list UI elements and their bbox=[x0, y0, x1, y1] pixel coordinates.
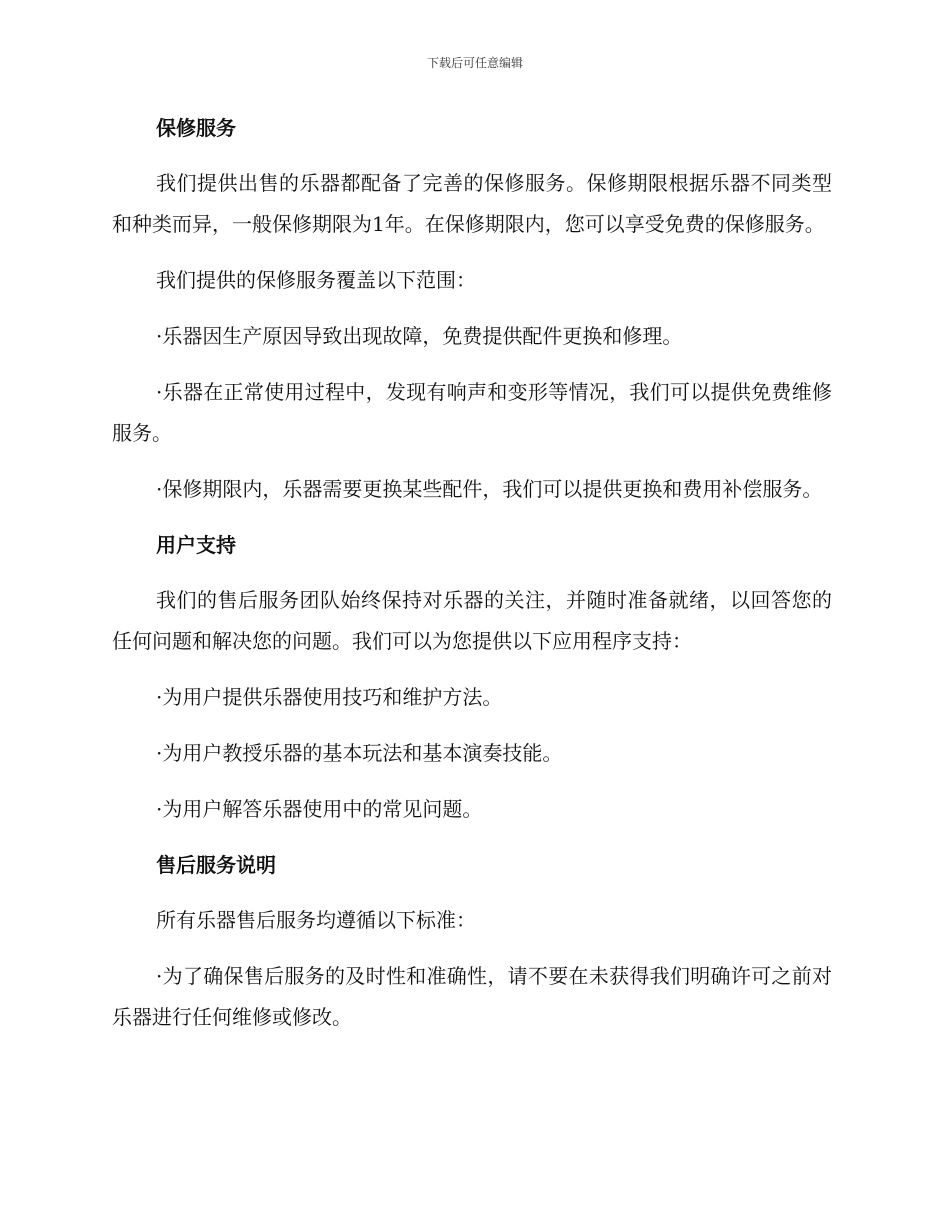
warranty-bullet-3: ·保修期限内，乐器需要更换某些配件，我们可以提供更换和费用补偿服务。 bbox=[156, 477, 823, 501]
section-title-warranty: 保修服务 bbox=[156, 116, 236, 140]
notes-bullet-1: ·为了确保售后服务的及时性和准确性，请不要在未获得我们明确许可之前对乐器进行任何维修或修改。 bbox=[112, 964, 832, 1029]
page-header: 下载后可任意编辑 bbox=[426, 56, 523, 70]
notes-paragraph-1: 所有乐器售后服务均遵循以下标准： bbox=[156, 908, 476, 932]
section-title-support: 用户支持 bbox=[156, 533, 236, 557]
section-title-notes: 售后服务说明 bbox=[156, 853, 276, 877]
warranty-bullet-2: ·乐器在正常使用过程中，发现有响声和变形等情况，我们可以提供免费维修服务。 bbox=[112, 380, 832, 445]
document-body bbox=[112, 108, 832, 1053]
support-bullet-1: ·为用户提供乐器使用技巧和维护方法。 bbox=[156, 685, 503, 709]
warranty-bullet-1: ·乐器因生产原因导致出现故障，免费提供配件更换和修理。 bbox=[156, 324, 683, 348]
warranty-paragraph-1: 我们提供出售的乐器都配备了完善的保修服务。保修期限根据乐器不同类型和种类而异，一般保修期限为1年。在保修期限内，您可以享受免费的保修服务。 bbox=[112, 171, 832, 236]
support-bullet-3: ·为用户解答乐器使用中的常见问题。 bbox=[156, 797, 483, 821]
support-paragraph-1: 我们的售后服务团队始终保持对乐器的关注，并随时准备就绪，以回答您的任何问题和解决您的问题。我们可以为您提供以下应用程序支持： bbox=[112, 588, 832, 653]
warranty-paragraph-2: 我们提供的保修服务覆盖以下范围： bbox=[156, 268, 476, 292]
support-bullet-2: ·为用户教授乐器的基本玩法和基本演奏技能。 bbox=[156, 741, 563, 765]
